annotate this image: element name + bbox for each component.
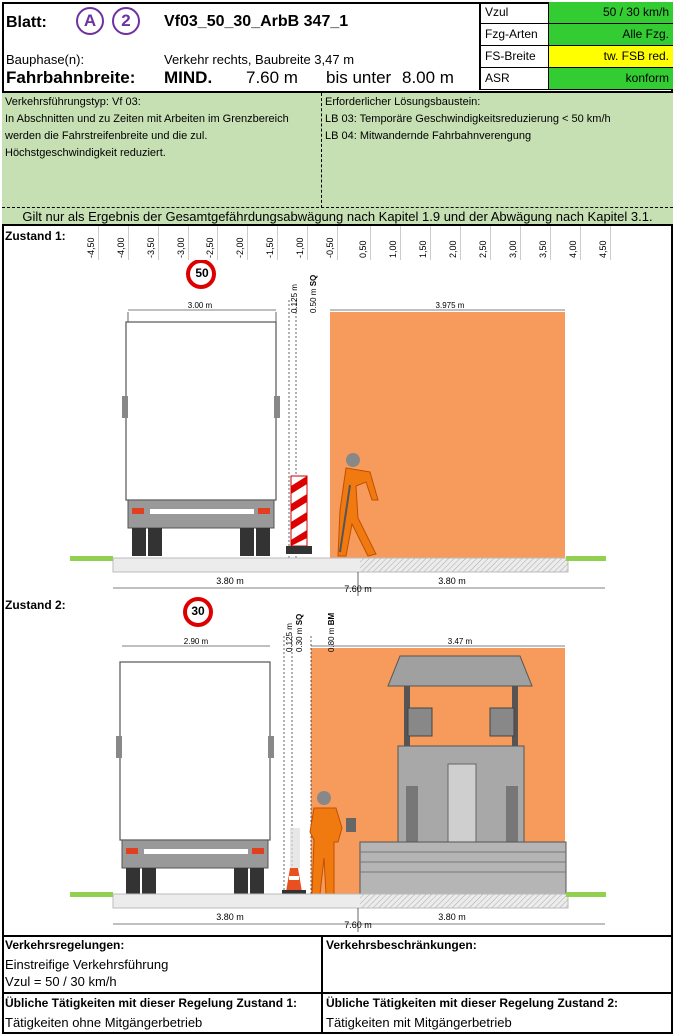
taetigkeit1-title: Übliche Tätigkeiten mit dieser Regelung Zustand 1: [5,996,298,1010]
scale-tick-line [307,226,308,260]
status-value: 50 / 30 km/h [549,2,673,23]
blatt-label: Blatt: [6,14,47,31]
taetigkeit2-title: Übliche Tätigkeiten mit dieser Regelung Zustand 2: [326,996,619,1010]
note-divider [2,207,673,208]
scale-tick-line [430,226,431,260]
z1-lane-right: 3.80 m [438,576,466,586]
zustand1-drawing [0,260,675,600]
scale-tick-line [158,226,159,260]
z1-sep2: 0.50 m SQ [309,274,318,313]
footer-divider [321,935,323,1034]
z2-sep2: 0.30 m SQ [295,613,304,652]
regelungen-title: Verkehrsregelungen: [5,938,125,952]
taetigkeit2-value: Tätigkeiten mit Mitgängerbetrieb [326,1015,512,1030]
z2-truck-width: 2.90 m [183,637,209,646]
bis-label: bis unter [326,68,392,87]
taetigkeit1-value: Tätigkeiten ohne Mitgängerbetrieb [5,1015,203,1030]
badge-a: A [76,7,104,35]
scale-tick-label: 3,50 [538,240,548,258]
scale-bar [0,226,675,262]
z2-lane-left: 3.80 m [216,912,244,922]
status-table [479,2,673,90]
sheet-id: Vf03_50_30_ArbB 347_1 [164,13,349,30]
description-right [325,94,611,145]
z2-sep3: 0.80 m BM [327,612,336,652]
status-label: FS-Breite [481,46,549,67]
scale-tick-line [337,226,338,260]
footer-row-divider [2,992,673,994]
zustand2-drawing [0,596,675,936]
scale-tick-line [370,226,371,260]
scale-tick-label: -3,00 [176,237,186,258]
zustand1-label: Zustand 1: [5,229,66,243]
scale-tick-line [520,226,521,260]
scale-tick-line [580,226,581,260]
note-text: Gilt nur als Ergebnis der Gesamtgefährdungsabwägung nach Kapitel 1.9 und der Abwägung nach Kapitel 3.1. [22,209,653,224]
scale-tick-line [277,226,278,260]
z1-total: 7.60 m [344,584,372,594]
description-line: In Abschnitten und zu Zeiten mit Arbeiten im Grenzbereich [5,113,289,125]
truck-1-icon [122,322,280,556]
scale-tick-label: 3,00 [508,240,518,258]
regelungen-line1: Einstreifige Verkehrsführung [5,957,169,972]
status-row [481,24,673,46]
scale-tick-label: -2,50 [205,237,215,258]
verge-left-2 [70,892,113,897]
description-line: Höchstgeschwindigkeit reduziert. [5,147,166,159]
status-row [481,2,673,24]
speed-sign-1-text: 50 [195,266,209,280]
scale-tick-label: 1,50 [418,240,428,258]
z2-sep1: 0.125 m [285,623,294,652]
description-line: LB 04: Mitwandernde Fahrbahnverengung [325,130,532,142]
scale-tick-line [247,226,248,260]
scale-tick-line [550,226,551,260]
status-label: ASR [481,68,549,89]
regelungen-line2: Vzul = 50 / 30 km/h [5,974,117,989]
z2-total: 7.60 m [344,920,372,930]
scale-tick-line [217,226,218,260]
description-line: LB 03: Temporäre Geschwindigkeitsreduzierung < 50 km/h [325,113,611,125]
scale-tick-label: 2,00 [448,240,458,258]
scale-tick-line [400,226,401,260]
scale-tick-line [490,226,491,260]
verge-right-1 [566,556,606,561]
badge-number: 2 [112,7,140,35]
status-value: Alle Fzg. [549,24,673,45]
status-row [481,46,673,68]
scale-tick-label: 4,00 [568,240,578,258]
z1-truck-width: 3.00 m [187,301,213,310]
z2-lane-right: 3.80 m [438,912,466,922]
scale-tick-label: -4,00 [116,237,126,258]
truck-2-icon [116,662,274,894]
scale-tick-label: 0,50 [358,240,368,258]
min-label: MIND. [164,68,213,87]
scale-tick-label: 1,00 [388,240,398,258]
z1-sep1: 0.125 m [290,284,299,313]
scale-tick-line [98,226,99,260]
scale-tick-label: 4,50 [598,240,608,258]
verge-right-2 [566,892,606,897]
scale-tick-label: -2,00 [235,237,245,258]
scale-tick-line [188,226,189,260]
bauphase-label: Bauphase(n): [6,52,85,67]
description-line: Erforderlicher Lösungsbaustein: [325,96,481,108]
scale-tick-label: -1,50 [265,237,275,258]
status-row [481,68,673,90]
scale-tick-line [128,226,129,260]
max-value: 8.00 m [402,68,454,87]
beschraenkungen-title: Verkehrsbeschränkungen: [326,938,477,952]
description-line: werden die Fahrstreifenbreite und die zul. [5,130,208,142]
scale-tick-line [460,226,461,260]
description-divider [321,93,322,208]
z2-work-width: 3.47 m [447,637,473,646]
work-zone-1 [330,312,565,558]
scale-tick-label: -3,50 [146,237,156,258]
traffic-cone-icon [282,828,306,894]
min-value: 7.60 m [246,68,298,87]
verge-left-1 [70,556,113,561]
status-value: tw. FSB red. [549,46,673,67]
scale-tick-label: -0,50 [325,237,335,258]
scale-tick-label: -1,00 [295,237,305,258]
z1-lane-left: 3.80 m [216,576,244,586]
fahrbahnbreite-label: Fahrbahnbreite: [6,68,136,87]
scale-tick-line [610,226,611,260]
zustand2-label: Zustand 2: [5,598,66,612]
description-line: Verkehrsführungstyp: Vf 03: [5,96,141,108]
bauphase-value: Verkehr rechts, Baubreite 3,47 m [164,52,355,67]
warning-beacon-1-icon [286,476,312,554]
description-left [5,94,289,162]
scale-tick-label: 2,50 [478,240,488,258]
speed-sign-2-text: 30 [191,604,205,618]
status-label: Vzul [481,2,549,23]
scale-tick-label: -4,50 [86,237,96,258]
z1-work-width: 3.975 m [435,301,465,310]
status-value: konform [549,68,673,89]
status-label: Fzg-Arten [481,24,549,45]
